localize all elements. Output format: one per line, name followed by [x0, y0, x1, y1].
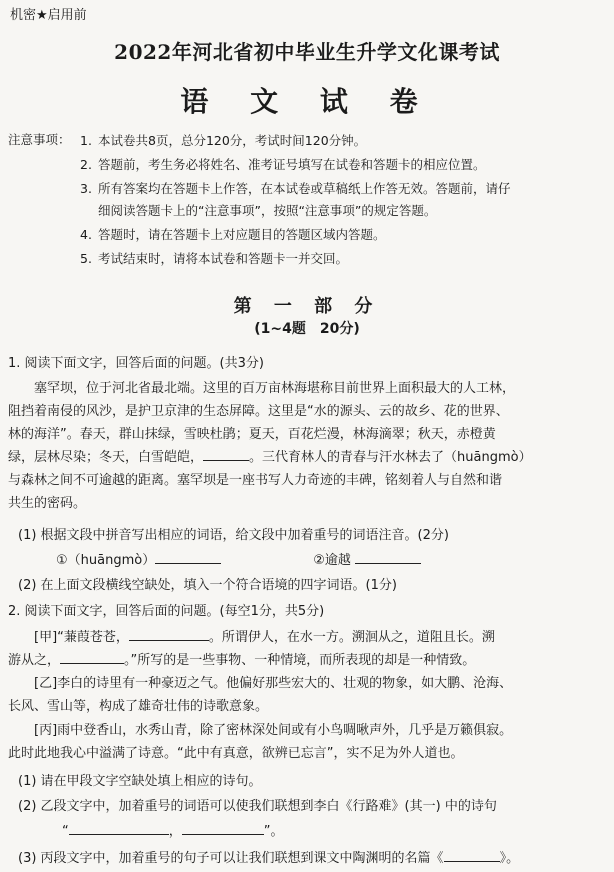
- q1-para-line: 绿，层林尽染；冬天，白雪皑皑， 。三代育林人的青春与汗水林去了（huāngmò）: [8, 446, 532, 465]
- q2-bing-line: 此时此地我心中溢满了诗意。“此中有真意，欲辨已忘言”，实不足为外人道也。: [8, 746, 464, 761]
- note-item: 细阅读答题卡上的“注意事项”，按照“注意事项”的规定答题。: [98, 203, 437, 218]
- note-item: 4. 答题时，请在答题卡上对应题目的答题区域内答题。: [80, 227, 386, 242]
- part-subtitle: (1~4题 20分): [254, 321, 360, 337]
- q1-sub1: (1) 根据文段中拼音写出相应的词语，给文段中加着重号的词语注音。(2分): [18, 528, 449, 543]
- q1-para-line: 阻挡着南侵的风沙，是护卫京津的生态屏障。这里是“水的源头、云的故乡、花的世界、: [8, 404, 509, 419]
- confidential-mark: 机密★启用前: [10, 8, 87, 23]
- answer-blank[interactable]: [69, 820, 169, 835]
- q2-jia-line: [甲]“蒹葭苍苍， 。所谓伊人，在水一方。溯洄从之，道阻且长。溯: [34, 626, 495, 645]
- exam-title: 2022年河北省初中毕业生升学文化课考试: [114, 40, 500, 64]
- q2-sub2: (2) 乙段文字中，加着重号的词语可以使我们联想到李白《行路难》(其一) 中的诗句: [18, 799, 497, 814]
- note-item: 5. 考试结束时，请将本试卷和答题卡一并交回。: [80, 251, 349, 266]
- q2-stem: 2. 阅读下面文字，回答后面的问题。(每空1分，共5分): [8, 604, 325, 619]
- subject-title: 语 文 试 卷: [180, 85, 434, 118]
- q2-jia-line: 游从之， 。”所写的是一些事物、一种情境，而所表现的却是一种情致。: [8, 649, 475, 668]
- q1-blank[interactable]: [203, 446, 249, 461]
- note-item: 2. 答题前，考生务必将姓名、准考证号填写在试卷和答题卡的相应位置。: [80, 157, 486, 172]
- q2-sub3: (3) 丙段文字中，加着重号的句子可以让我们联想到课文中陶渊明的名篇《 》。: [18, 847, 519, 866]
- q1-para-line: 林的海洋”。春天，群山抹绿，雪映杜鹃；夏天，百花烂漫，林海滴翠；秋天，赤橙黄: [8, 427, 496, 442]
- q1-sub2: (2) 在上面文段横线空缺处，填入一个符合语境的四字词语。(1分): [18, 578, 397, 593]
- q1-stem: 1. 阅读下面文字，回答后面的问题。(共3分): [8, 356, 264, 371]
- note-item: 3. 所有答案均在答题卡上作答，在本试卷或草稿纸上作答无效。答题前，请仔: [80, 181, 511, 196]
- q1-para-line: 塞罕坝，位于河北省最北端。这里的百万亩林海堪称目前世界上面积最大的人工林，: [34, 381, 516, 396]
- q1-sub1-answers: ①（huāngmò） ②逾越: [56, 549, 421, 568]
- q1-para-line: 共生的密码。: [8, 496, 87, 511]
- answer-blank[interactable]: [355, 549, 421, 564]
- note-item: 1. 本试卷共8页，总分120分，考试时间120分钟。: [80, 133, 367, 148]
- answer-blank[interactable]: [155, 549, 221, 564]
- answer-blank[interactable]: [129, 626, 209, 641]
- q2-sub2-answers: “ ， ”。: [62, 820, 284, 839]
- q1-para-line: 与森林之间不可逾越的距离。塞罕坝是一座书写人力奇迹的丰碑，铭刻着人与自然和谐: [8, 473, 503, 488]
- part-title: 第 一 部 分: [233, 296, 381, 317]
- q2-yi-line: [乙]李白的诗里有一种豪迈之气。他偏好那些宏大的、壮观的物象，如大鹏、沧海、: [34, 676, 513, 691]
- answer-blank[interactable]: [182, 820, 264, 835]
- q2-sub1: (1) 请在甲段文字空缺处填上相应的诗句。: [18, 774, 262, 789]
- q2-bing-line: [丙]雨中登香山，水秀山青，除了密林深处间或有小鸟啁啾声外，几乎是万籁俱寂。: [34, 723, 513, 738]
- q2-yi-line: 长风、雪山等，构成了雄奇壮伟的诗歌意象。: [8, 699, 269, 714]
- answer-blank[interactable]: [444, 847, 500, 862]
- answer-blank[interactable]: [60, 649, 124, 664]
- notes-label: 注意事项：: [8, 132, 71, 147]
